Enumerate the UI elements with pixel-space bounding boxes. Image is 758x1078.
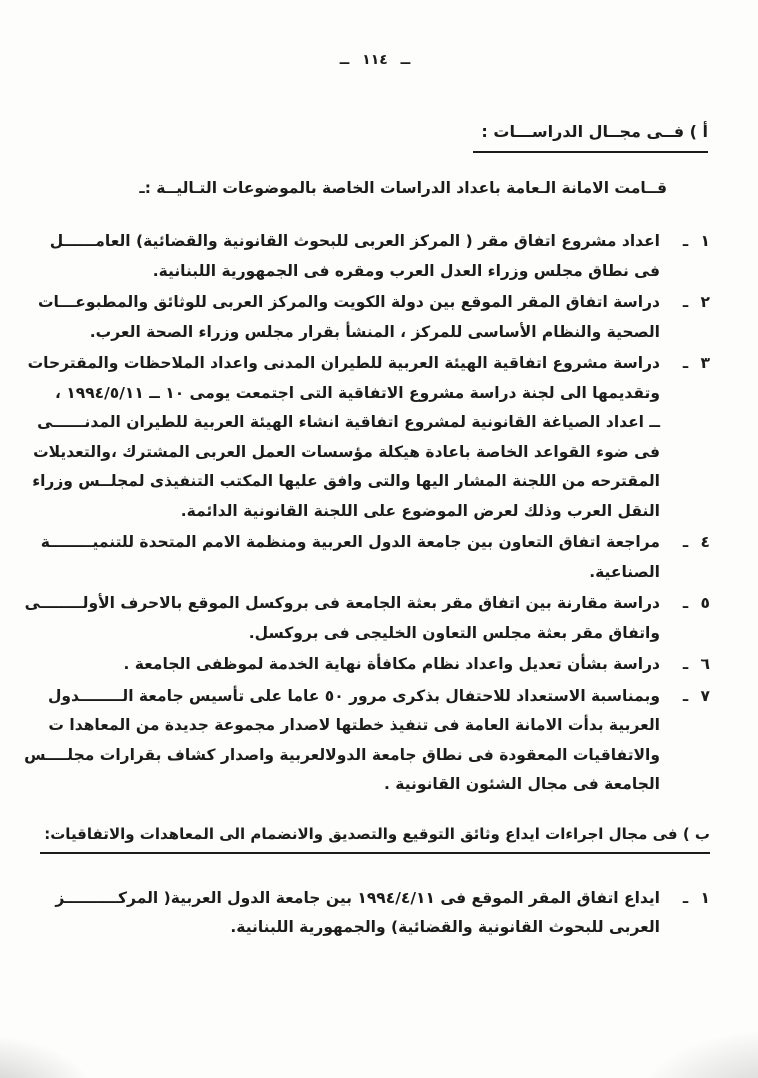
- section-a-heading: أ ) فــى مجــال الدراســـات :: [473, 122, 708, 153]
- text-line: العربى للبحوث القانونية والقضائية) والجمهورية اللبنانية.: [230, 918, 660, 936]
- text-line: الصناعية.: [589, 562, 660, 581]
- list-item-b1: [40, 884, 710, 943]
- text-line: مراجعة اتفاق التعاون بين جامعة الدول العربية ومنظمة الامم المتحدة للتنميــــــــة: [40, 533, 660, 551]
- item-text: [40, 227, 660, 286]
- item-text: [25, 589, 660, 648]
- item-text: [40, 650, 660, 680]
- item-text: [28, 349, 660, 526]
- text-line: فى نطاق مجلس وزراء العدل العرب ومقره فى الجمهورية اللبنانية.: [152, 261, 660, 280]
- text-line: دراسة مقارنة بين اتفاق مقر بعثة الجامعة فى بروكسل الموقع بالاحرف الأولــــــــى: [24, 594, 660, 612]
- text-line: المقترحه من اللجنة المشار اليها والتى وافق عليها المكتب التنفيذى لمجلــس وزراء: [32, 472, 660, 490]
- text-line: وبمناسبة الاستعداد للاحتفال بذكرى مرور ٥٠ عاما على تأسيس جامعة الــــــــدول: [47, 686, 660, 705]
- text-line: فى ضوء القواعد الخاصة باعادة هيكلة مؤسسات العمل العربى المشترك ،والتعديلات: [33, 442, 660, 461]
- text-line: والاتفاقيات المعقودة فى نطاق جامعة الدولالعربية واصدار كشاف بقرارات مجلــــس: [24, 745, 660, 764]
- list-item-5: [24, 589, 710, 648]
- item-text: [38, 288, 660, 347]
- list-item-2: [37, 288, 710, 347]
- list-item-4: [40, 528, 710, 587]
- text-line: الصحية والنظام الأساسى للمركز ، المنشأ بقرار مجلس وزراء الصحة العرب.: [89, 322, 660, 341]
- list-item-3: [27, 349, 710, 526]
- scan-artifact-bottom-right: [632, 1028, 758, 1078]
- text-line: ــ اعداد الصياغة القانونية لمشروع اتفاقية انشاء الهيئة العربية للطيران المدنــــــى: [37, 413, 660, 431]
- item-number: ١ ـ: [682, 232, 710, 250]
- section-b-items: [40, 884, 710, 943]
- section-a: [40, 122, 710, 153]
- item-number: ٦ ـ: [682, 655, 710, 673]
- item-text: [24, 682, 660, 800]
- item-number: ٤ ـ: [682, 533, 710, 551]
- text-line: دراسة مشروع اتفاقية الهيئة العربية للطيران المدنى واعداد الملاحظات والمقترحات: [27, 354, 660, 372]
- scan-artifact-bottom-left: [0, 1034, 100, 1078]
- item-text: [40, 884, 660, 943]
- item-number: ١ ـ: [682, 888, 710, 907]
- section-b-heading: ب ) فى مجال اجراءات ايداع وثائق التوقيع والتصديق والانضمام الى المعاهدات والاتفاقيات:: [40, 825, 710, 854]
- text-line: واتفاق مقر بعثة مجلس التعاون الخليجى فى بروكسل.: [248, 623, 660, 642]
- text-line: العربية بدأت الامانة العامة فى تنفيذ خطتها لاصدار مجموعة جديدة من المعاهدا ت: [48, 716, 660, 734]
- text-line: النقل العرب وذلك لعرض الموضوع على اللجنة القانونية الدائمة.: [180, 501, 660, 520]
- item-number: ٥ ـ: [682, 594, 710, 612]
- item-text: [40, 528, 660, 587]
- section-a-intro: قــامت الامانة الـعامة باعداد الدراسات الخاصة بالموضوعات التـاليــة :ـ: [139, 179, 667, 197]
- section-b: [40, 824, 710, 854]
- item-number: ٣ ـ: [682, 354, 710, 372]
- list-item-7: [24, 682, 710, 800]
- item-number: ٢ ـ: [682, 293, 710, 311]
- text-line: اعداد مشروع اتفاق مقر ( المركز العربى للبحوث القانونية والقضائية) العامــــــل: [49, 232, 660, 250]
- section-a-items: [24, 227, 710, 800]
- page-number: ــ ١١٤ ــ: [339, 52, 411, 68]
- text-line: وتقديمها الى لجنة دراسة مشروع الاتفاقية التى اجتمعت يومى ١٠ ــ ١٩٩٤/٥/١١ ،: [55, 383, 660, 402]
- text-line: ايداع اتفاق المقر الموقع فى ١٩٩٤/٤/١١ بين جامعة الدول العربية( المركــــــــــز: [55, 888, 660, 907]
- list-item-1: [40, 227, 710, 286]
- text-line: دراسة اتفاق المقر الموقع بين دولة الكويت والمركز العربى للوثائق والمطبوعـــات: [37, 293, 660, 311]
- text-line: الجامعة فى مجال الشئون القانونية .: [384, 775, 660, 793]
- text-line: دراسة بشأن تعديل واعداد نظام مكافأة نهاية الخدمة لموظفى الجامعة .: [123, 655, 660, 673]
- item-number: ٧ ـ: [682, 686, 710, 705]
- list-item-6: [40, 650, 710, 680]
